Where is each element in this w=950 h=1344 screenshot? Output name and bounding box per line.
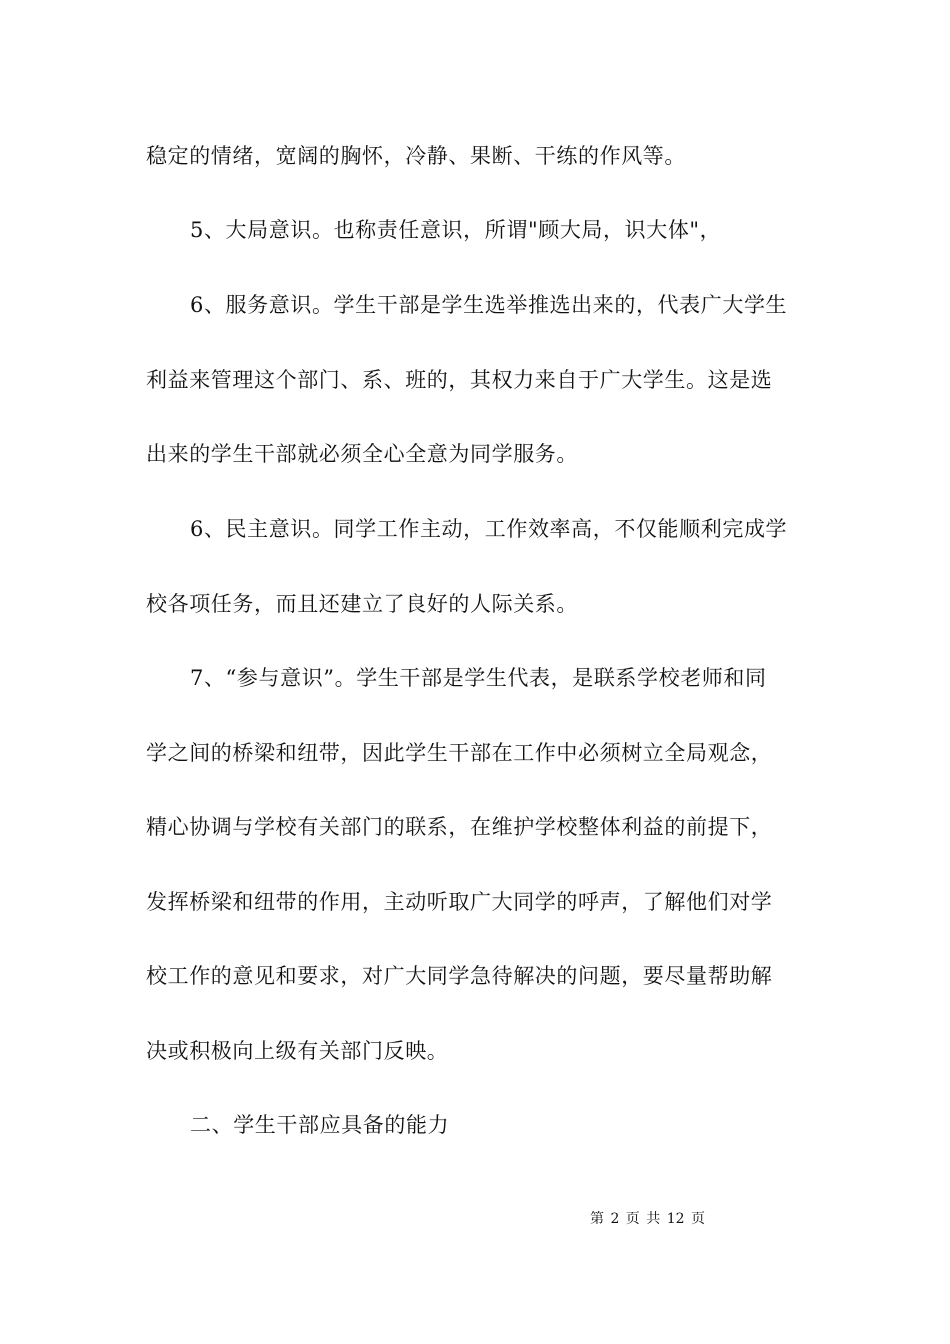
paragraph-line: 利益来管理这个部门、系、班的，其权力来自于广大学生。这是选 (146, 368, 773, 392)
section-heading: 二、学生干部应具备的能力 (190, 1113, 450, 1137)
page-number: 第 2 页 共 12 页 (590, 1211, 705, 1227)
paragraph-line: 6、民主意识。同学工作主动，工作效率高，不仅能顺利完成学 (190, 517, 788, 541)
paragraph-line: 精心协调与学校有关部门的联系，在维护学校整体利益的前提下， (146, 815, 773, 839)
paragraph-line: 校工作的意见和要求，对广大同学急待解决的问题，要尽量帮助解 (146, 964, 773, 988)
paragraph-line: 稳定的情绪，宽阔的胸怀，冷静、果断、干练的作风等。 (146, 144, 686, 168)
paragraph-line: 发挥桥梁和纽带的作用，主动听取广大同学的呼声，了解他们对学 (146, 890, 773, 914)
paragraph-line: 7、“参与意识”。学生干部是学生代表，是联系学校老师和同 (190, 666, 767, 690)
paragraph-line: 校各项任务，而且还建立了良好的人际关系。 (146, 592, 578, 616)
paragraph-line: 5、大局意识。也称责任意识，所谓"顾大局，识大体"， (190, 218, 722, 242)
paragraph-line: 出来的学生干部就必须全心全意为同学服务。 (146, 442, 578, 466)
paragraph-line: 6、服务意识。学生干部是学生选举推选出来的，代表广大学生 (190, 293, 788, 317)
paragraph-line: 决或积极向上级有关部门反映。 (146, 1039, 449, 1063)
paragraph-line: 学之间的桥梁和纽带，因此学生干部在工作中必须树立全局观念， (146, 741, 773, 765)
